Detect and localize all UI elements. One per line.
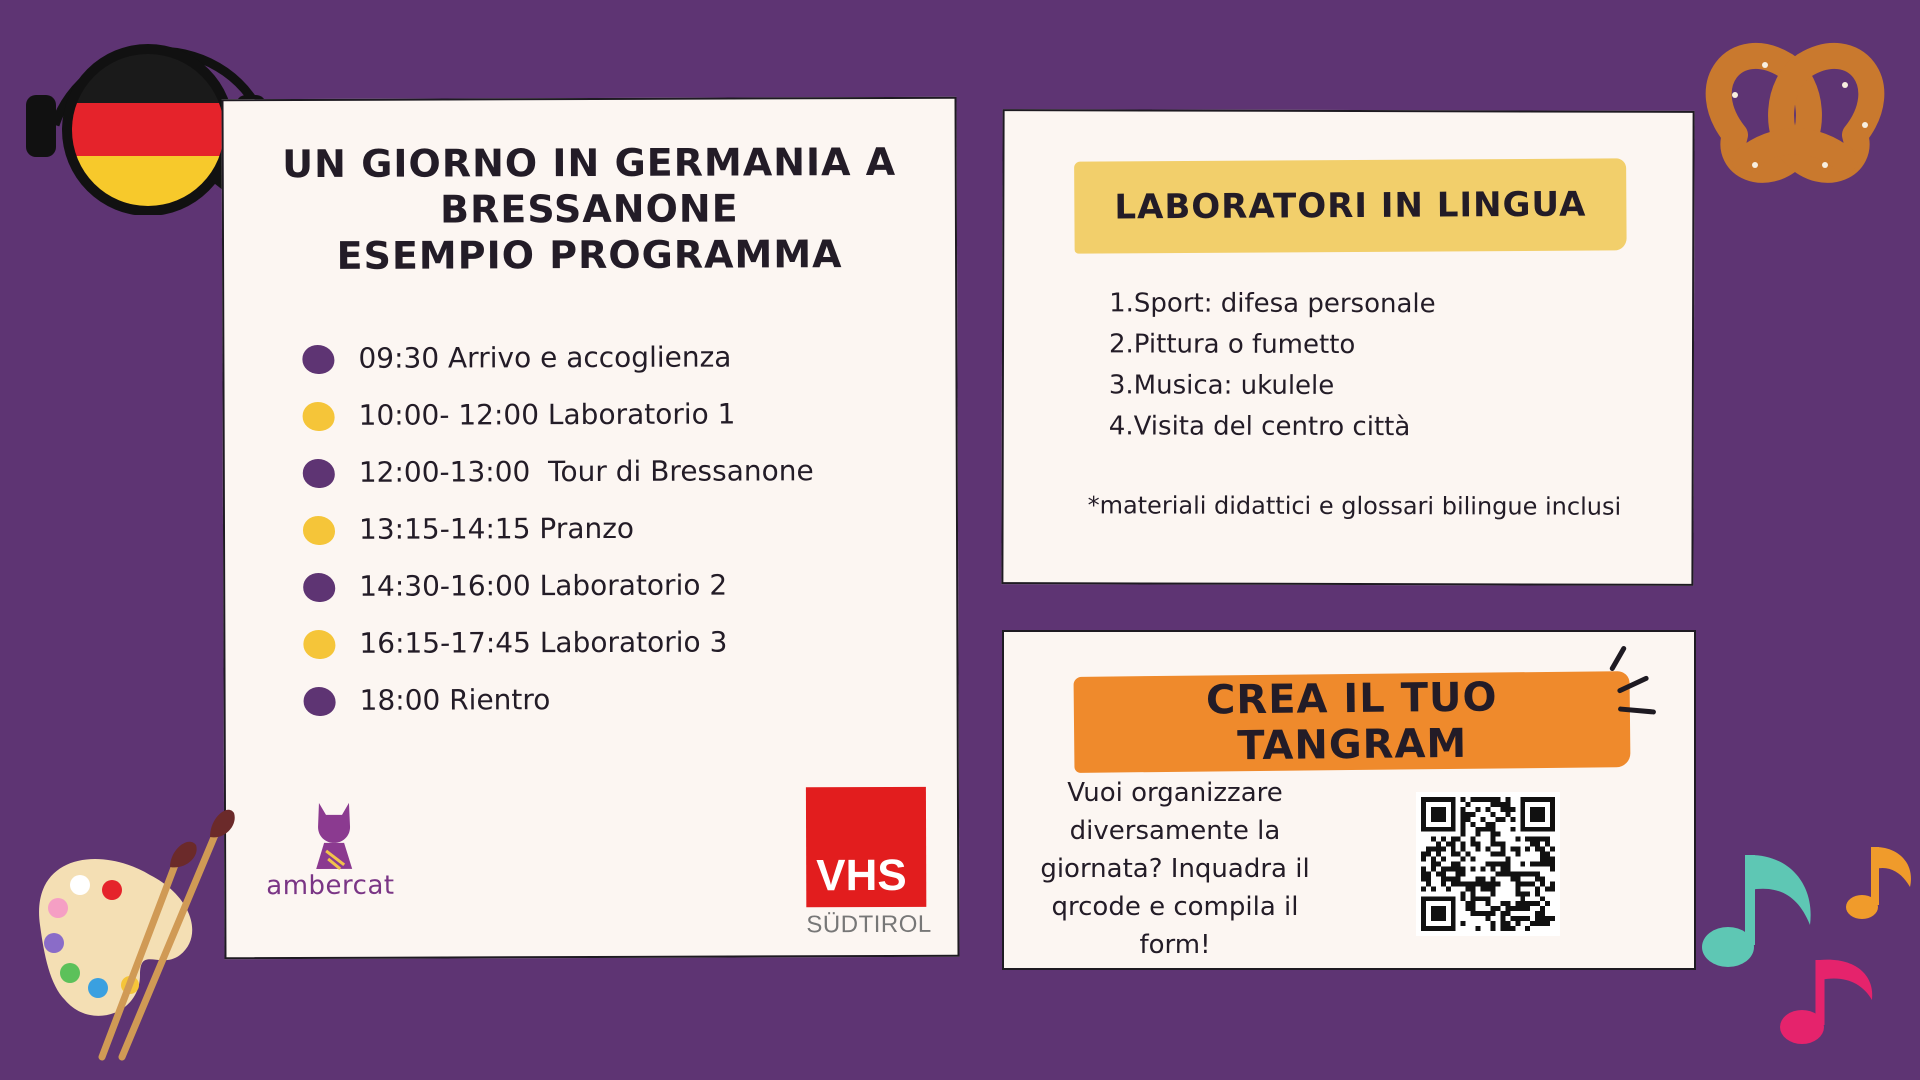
- program-title-line: ESEMPIO PROGRAMMA: [336, 232, 843, 278]
- bullet-dot: [302, 345, 334, 374]
- bullet-dot: [303, 402, 335, 431]
- spark-line: [1609, 645, 1627, 672]
- bullet-dot: [303, 459, 335, 488]
- tangram-text-line: Vuoi organizzare: [1067, 778, 1283, 808]
- qr-code-icon[interactable]: [1416, 792, 1560, 936]
- vhs-red-box: [806, 787, 926, 907]
- paint-palette-icon: [20, 795, 240, 1065]
- tangram-card: [1002, 630, 1696, 970]
- ambercat-label: ambercat: [266, 870, 395, 902]
- vhs-sub-text: SÜDTIROL: [806, 910, 932, 939]
- tangram-title-line: TANGRAM: [1236, 720, 1468, 770]
- schedule-item-text: 16:15-17:45 Laboratorio 3: [359, 625, 728, 660]
- program-card: [222, 97, 960, 960]
- schedule-item-text: 13:15-14:15 Pranzo: [358, 511, 635, 546]
- music-notes-icon: [1690, 835, 1915, 1060]
- program-title-line: UN GIORNO IN GERMANIA A: [282, 139, 897, 187]
- vhs-main-text: VHS: [816, 850, 907, 901]
- schedule-list: [302, 340, 814, 740]
- schedule-item-text: 10:00- 12:00 Laboratorio 1: [358, 397, 736, 432]
- tangram-text-line: qrcode e compila il: [1051, 892, 1299, 922]
- tangram-text: [1030, 774, 1320, 964]
- bullet-dot: [304, 687, 336, 716]
- tangram-title-line: CREA IL TUO: [1205, 674, 1498, 724]
- ambercat-logo: [266, 801, 406, 911]
- cat-icon: [304, 801, 364, 871]
- vhs-logo: [806, 787, 932, 942]
- labs-title: LABORATORI IN LINGUA: [1074, 158, 1627, 253]
- bullet-dot: [303, 516, 335, 545]
- labs-item: 1.Sport: difesa personale: [1109, 288, 1436, 320]
- bullet-dot: [303, 573, 335, 602]
- program-title: [224, 139, 955, 280]
- tangram-text-line: diversamente la: [1069, 816, 1281, 846]
- schedule-item-text: 09:30 Arrivo e accoglienza: [358, 340, 732, 375]
- bullet-dot: [303, 630, 335, 659]
- tangram-text-line: giornata? Inquadra il: [1040, 854, 1310, 884]
- schedule-item-text: 18:00 Rientro: [359, 683, 551, 717]
- schedule-item-text: 14:30-16:00 Laboratorio 2: [359, 568, 728, 603]
- tangram-text-line: form!: [1139, 930, 1211, 960]
- schedule-item-text: 12:00-13:00 Tour di Bressanone: [358, 454, 814, 489]
- labs-item: 4.Visita del centro città: [1108, 411, 1411, 443]
- labs-note: *materiali didattici e glossari bilingue inclusi: [1087, 491, 1622, 521]
- labs-card: [1001, 109, 1694, 586]
- pretzel-icon: [1695, 25, 1895, 195]
- tangram-title: [1074, 671, 1631, 773]
- labs-item: 3.Musica: ukulele: [1108, 370, 1335, 401]
- labs-item: 2.Pittura o fumetto: [1108, 329, 1356, 361]
- program-title-line: BRESSANONE: [440, 186, 739, 232]
- labs-list: [1109, 286, 1436, 451]
